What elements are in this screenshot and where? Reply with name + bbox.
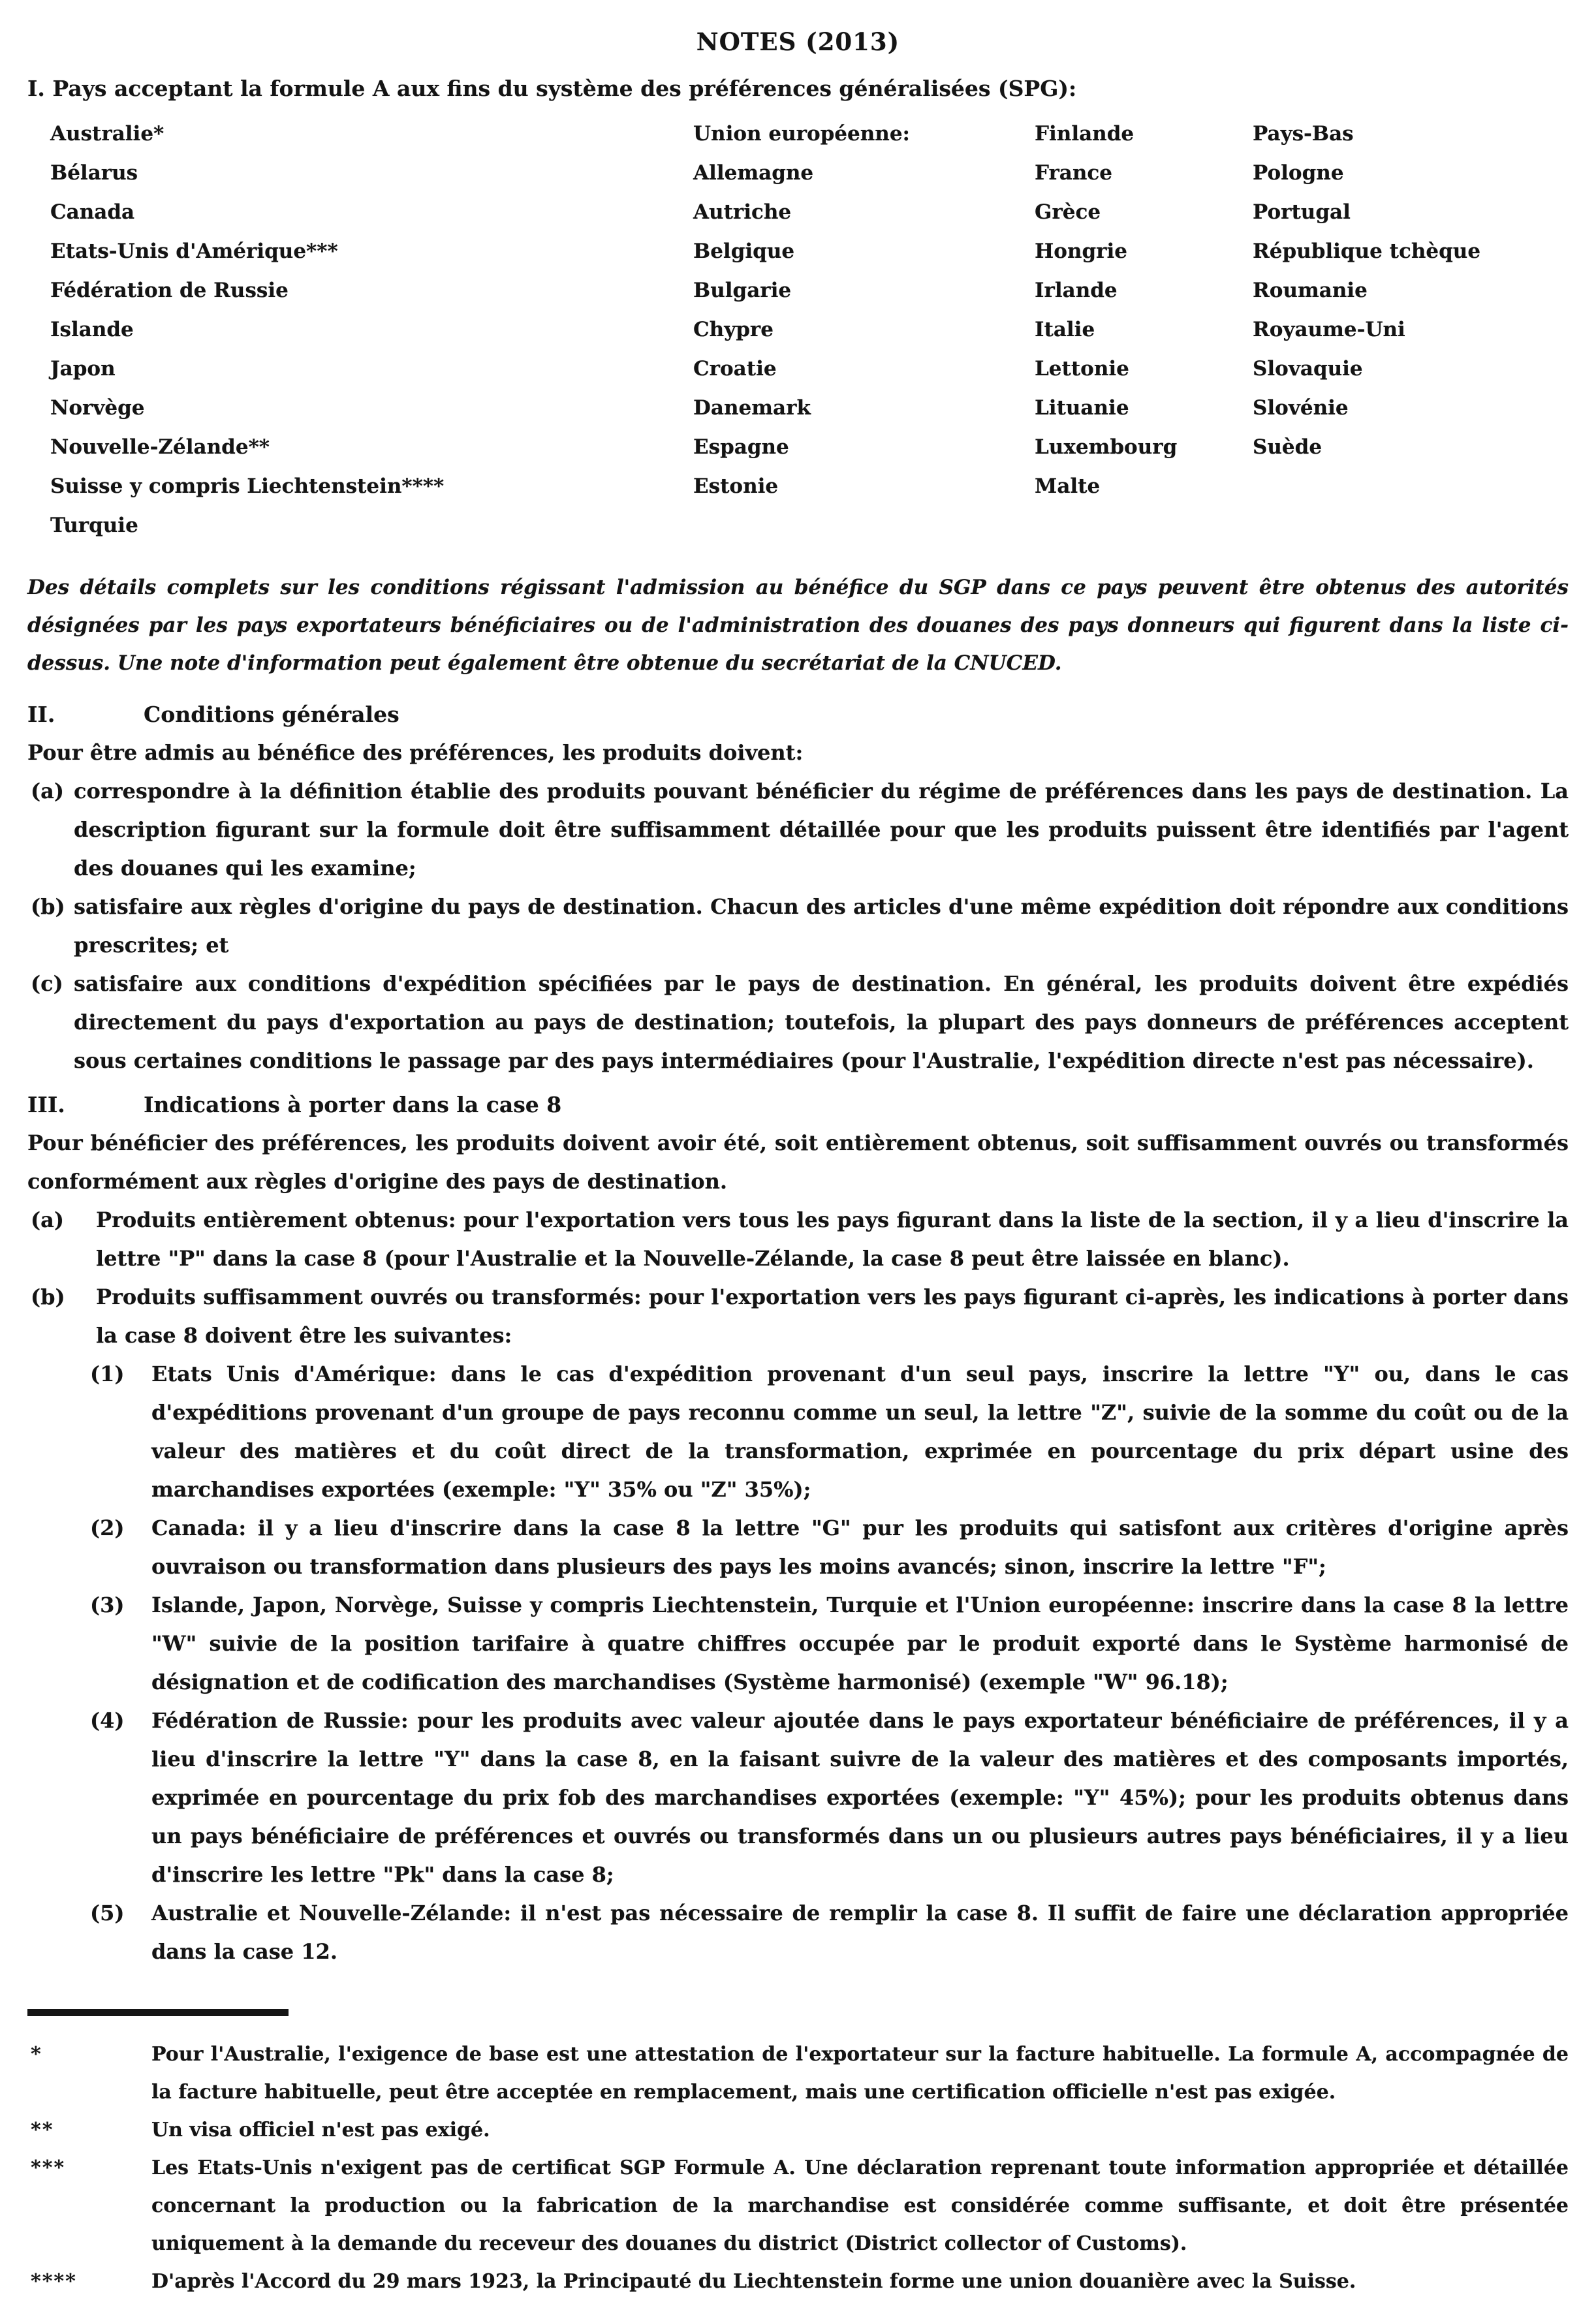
item-text: Canada: il y a lieu d'inscrire dans la case 8 la lettre "G" pur les produits qui satisfont aux critères d'origine après ouvraison ou transformation dans plusieurs des pays les moins avancés; sinon, inscrire la lettre "F"; xyxy=(151,1516,1569,1579)
country-name: Nouvelle-Zélande** xyxy=(50,435,270,459)
item-text: Etats Unis d'Amérique: dans le cas d'expédition provenant d'un seul pays, inscrire la lettre "Y" ou, dans le cas d'expéditions provenant d'un groupe de pays reconnu comme un seul, la lettre "Z", suivie de la somme du coût ou de la valeur des matières et du coût direct de la transformation, exprimée en pourcentage du prix départ usine des marchandises exportées (exemple: "Y" 35% ou "Z" 35%); xyxy=(151,1362,1569,1502)
country-name: Turquie xyxy=(50,514,138,537)
section-3-heading: Indications à porter dans la case 8 xyxy=(144,1092,562,1117)
country-name: Pays-Bas xyxy=(1253,122,1354,146)
footnote xyxy=(27,2149,1569,2263)
country-name: Union européenne: xyxy=(693,122,910,146)
country-column-4 xyxy=(1253,114,1569,545)
section-3-intro: Pour bénéficier des préférences, les produits doivent avoir été, soit entièrement obtenus, soit suffisamment ouvrés ou transformés conformément aux règles d'origine des pays de destination. xyxy=(27,1130,1569,1194)
country-name: Slovénie xyxy=(1253,396,1349,420)
country-name: Norvège xyxy=(50,396,145,420)
list-item xyxy=(27,1201,1569,1278)
section-3-number: III. xyxy=(27,1092,65,1117)
footnote-text: Pour l'Australie, l'exigence de base est une attestation de l'exportateur sur la facture habituelle. La formule A, accompagnée de la facture habituelle, peut être acceptée en remplacement, mais une certification officielle n'est pas exigée. xyxy=(151,2043,1569,2104)
footnote-marker: * xyxy=(31,2043,42,2066)
footnote-marker: ** xyxy=(31,2119,54,2141)
country-name: Belgique xyxy=(693,240,795,263)
country-name: Malte xyxy=(1035,475,1101,498)
item-text: correspondre à la définition établie des produits pouvant bénéficier du régime de préférences dans les pays de destination. La description figurant sur la formule doit être suffisamment détaillée pour que les produits puissent être identifiés par l'agent des douanes qui les examine; xyxy=(74,779,1569,880)
section-1-heading: I. Pays acceptant la formule A aux fins du système des préférences généralisées (SPG): xyxy=(27,76,1077,101)
section-2-heading-row xyxy=(27,702,1569,727)
sublist-item xyxy=(90,1586,1569,1702)
item-marker: (2) xyxy=(90,1516,125,1540)
country-name: Bulgarie xyxy=(693,279,792,302)
footnote-marker: *** xyxy=(31,2156,66,2179)
country-name: Australie* xyxy=(50,122,164,146)
country-name: Danemark xyxy=(693,396,811,420)
sublist-item xyxy=(90,1509,1569,1586)
footnotes xyxy=(27,2036,1569,2301)
country-name: Allemagne xyxy=(693,161,814,185)
item-marker: (a) xyxy=(31,779,65,803)
section-2-number: II. xyxy=(27,702,55,727)
item-marker: (b) xyxy=(31,1284,65,1309)
country-name: France xyxy=(1035,161,1113,185)
section-2-intro: Pour être admis au bénéfice des préférences, les produits doivent: xyxy=(27,740,804,765)
item-text: Islande, Japon, Norvège, Suisse y compris Liechtenstein, Turquie et l'Union européenne: inscrire dans la case 8 la lettre "W" suivie de la position tarifaire à quatre chiffres occupée par le produit exporté dans le Système harmonisé de désignation et de codification des marchandises (Système harmonisé) (exemple "W" 96.18); xyxy=(151,1593,1569,1694)
item-marker: (1) xyxy=(90,1362,125,1386)
country-name: Grèce xyxy=(1035,200,1101,224)
country-name: Lituanie xyxy=(1035,396,1129,420)
country-name: Lettonie xyxy=(1035,357,1129,381)
country-name: Chypre xyxy=(693,318,774,341)
item-marker: (5) xyxy=(90,1901,125,1925)
list-item xyxy=(27,888,1569,965)
section-3-sublist xyxy=(90,1355,1569,1971)
country-name: Canada xyxy=(50,200,135,224)
country-name: Irlande xyxy=(1035,279,1118,302)
sublist-item xyxy=(90,1702,1569,1894)
item-marker: (3) xyxy=(90,1593,125,1617)
section-2-heading: Conditions générales xyxy=(144,702,399,727)
item-text: Produits entièrement obtenus: pour l'exportation vers tous les pays figurant dans la liste de la section, il y a lieu d'inscrire la lettre "P" dans la case 8 (pour l'Australie et la Nouvelle-Zélande, la case 8 peut être laissée en blanc). xyxy=(96,1207,1569,1271)
country-column-3 xyxy=(1035,114,1253,545)
country-name: Fédération de Russie xyxy=(50,279,289,302)
item-marker: (c) xyxy=(31,971,63,996)
country-name: Etats-Unis d'Amérique*** xyxy=(50,240,338,263)
sublist-item xyxy=(90,1355,1569,1509)
country-name: Portugal xyxy=(1253,200,1351,224)
section-3-list xyxy=(27,1201,1569,1355)
list-item xyxy=(27,965,1569,1080)
list-item xyxy=(27,772,1569,888)
item-text: Produits suffisamment ouvrés ou transformés: pour l'exportation vers les pays figurant ci-après, les indications à porter dans la case 8 doivent être les suivantes: xyxy=(96,1284,1569,1348)
footnote xyxy=(27,2111,1569,2149)
item-text: Fédération de Russie: pour les produits avec valeur ajoutée dans le pays exportateur bénéficiaire de préférences, il y a lieu d'inscrire la lettre "Y" dans la case 8, en la faisant suivre de la valeur des matières et des composants importés, exprimée en pourcentage du prix fob des marchandises exportées (exemple: "Y" 45%); pour les produits obtenus dans un pays bénéficiaire de préférences et ouvrés ou transformés dans un ou plusieurs autres pays bénéficiaires, il y a lieu d'inscrire les lettre "Pk" dans la case 8; xyxy=(151,1708,1569,1887)
item-marker: (4) xyxy=(90,1708,125,1733)
footnote xyxy=(27,2036,1569,2111)
country-name: Finlande xyxy=(1035,122,1134,146)
item-marker: (b) xyxy=(31,894,65,919)
country-name: Suède xyxy=(1253,435,1322,459)
item-text: Australie et Nouvelle-Zélande: il n'est pas nécessaire de remplir la case 8. Il suffit de faire une déclaration appropriée dans la case 12. xyxy=(151,1901,1569,1964)
item-text: satisfaire aux conditions d'expédition spécifiées par le pays de destination. En général, les produits doivent être expédiés directement du pays d'exportation au pays de destination; toutefois, la plupart des pays donneurs de préférences acceptent sous certaines conditions le passage par des pays intermédiaires (pour l'Australie, l'expédition directe n'est pas nécessaire). xyxy=(74,971,1569,1073)
country-name: Suisse y compris Liechtenstein**** xyxy=(50,475,445,498)
list-item xyxy=(27,1278,1569,1355)
country-name: Pologne xyxy=(1253,161,1344,185)
item-marker: (a) xyxy=(31,1207,65,1232)
gsp-availability-note: Des détails complets sur les conditions régissant l'admission au bénéfice du SGP dans ce pays peuvent être obtenus des autorités désignées par les pays exportateurs bénéficiaires ou de l'administration des douanes des pays donneurs qui figurent dans la liste ci-dessus. Une note d'information peut également être obtenue du secrétariat de la CNUCED. xyxy=(27,576,1569,675)
country-name: Bélarus xyxy=(50,161,138,185)
footnote xyxy=(27,2263,1569,2301)
footnote-marker: **** xyxy=(31,2270,77,2293)
country-name: République tchèque xyxy=(1253,240,1481,263)
section-3-heading-row xyxy=(27,1092,1569,1117)
footnote-text: Un visa officiel n'est pas exigé. xyxy=(151,2119,490,2141)
country-name: Slovaquie xyxy=(1253,357,1363,381)
country-column-2 xyxy=(693,114,1035,545)
country-name: Luxembourg xyxy=(1035,435,1178,459)
item-text: satisfaire aux règles d'origine du pays de destination. Chacun des articles d'une même expédition doit répondre aux conditions prescrites; et xyxy=(74,894,1569,957)
footnote-text: D'après l'Accord du 29 mars 1923, la Principauté du Liechtenstein forme une union douanière avec la Suisse. xyxy=(151,2270,1356,2293)
country-name: Espagne xyxy=(693,435,789,459)
page-title: NOTES (2013) xyxy=(696,27,900,56)
country-name: Islande xyxy=(50,318,134,341)
country-name: Autriche xyxy=(693,200,792,224)
country-name: Roumanie xyxy=(1253,279,1368,302)
sublist-item xyxy=(90,1894,1569,1971)
country-list xyxy=(50,114,1569,545)
country-name: Croatie xyxy=(693,357,777,381)
country-name: Hongrie xyxy=(1035,240,1128,263)
country-name: Royaume-Uni xyxy=(1253,318,1405,341)
section-2-list xyxy=(27,772,1569,1080)
country-name: Estonie xyxy=(693,475,779,498)
country-column-1 xyxy=(50,114,693,545)
footnote-text: Les Etats-Unis n'exigent pas de certificat SGP Formule A. Une déclaration reprenant toute information appropriée et détaillée concernant la production ou la fabrication de la marchandise est considérée comme suffisante, et doit être présentée uniquement à la demande du receveur des douanes du district (District collector of Customs). xyxy=(151,2156,1569,2255)
country-name: Italie xyxy=(1035,318,1095,341)
footnote-separator xyxy=(27,2009,289,2016)
country-name: Japon xyxy=(50,357,116,381)
